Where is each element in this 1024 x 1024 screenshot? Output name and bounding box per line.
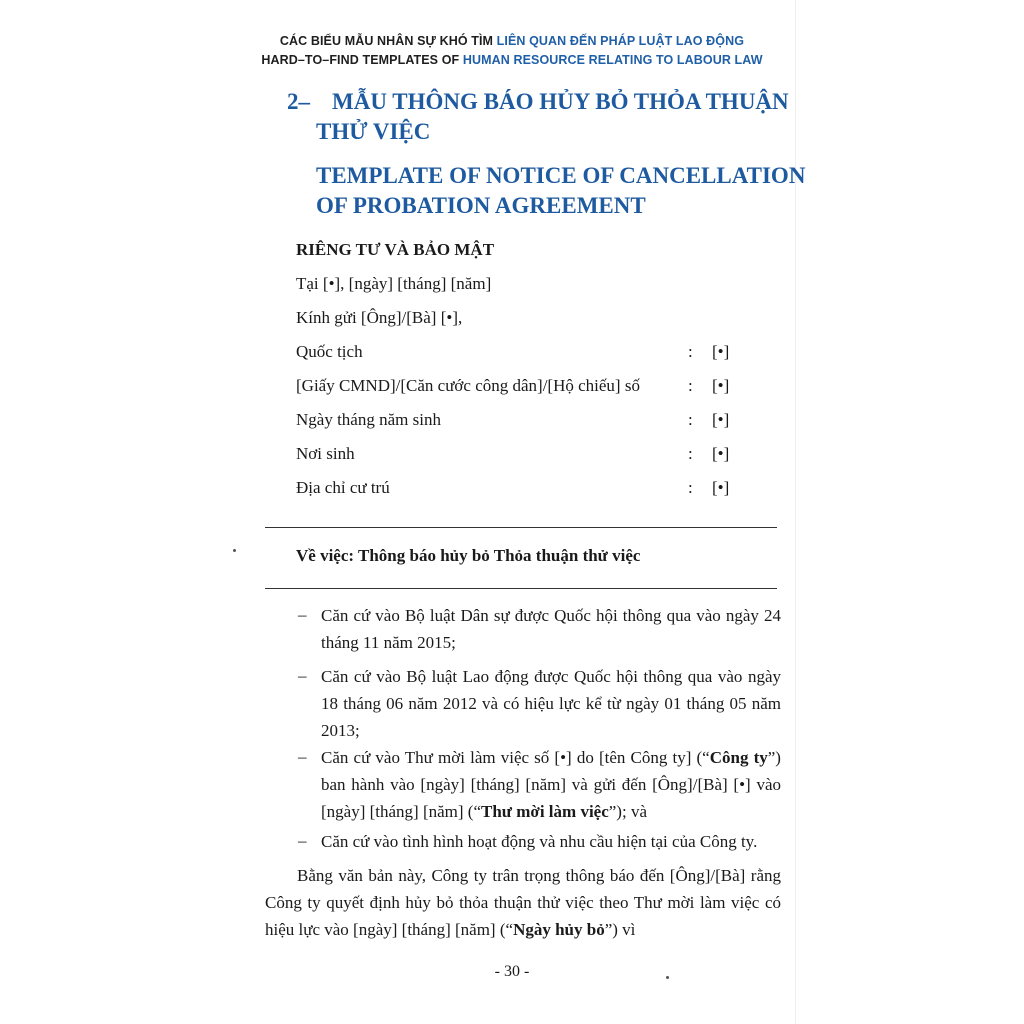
privacy-heading: RIÊNG TƯ VÀ BẢO MẬT — [296, 240, 495, 259]
field-value-birthplace: [•] — [712, 444, 730, 463]
basis-company-needs: Căn cứ vào tình hình hoạt động và nhu cầu hiện tại của Công ty. — [321, 832, 758, 851]
divider-bottom — [265, 588, 777, 589]
basis-labour-code: Căn cứ vào Bộ luật Lao động được Quốc hội thông qua vào ngày 18 tháng 06 năm 2012 và có hiệu lực kể từ ngày 01 tháng 05 năm 2013; — [321, 667, 781, 740]
field-label-address: Địa chỉ cư trú — [296, 478, 390, 497]
field-colon: : — [688, 444, 693, 463]
field-value-id-number: [•] — [712, 376, 730, 395]
page-edge — [795, 0, 796, 1024]
field-label-birth-date: Ngày tháng năm sinh — [296, 410, 441, 429]
print-speck — [233, 549, 236, 552]
field-value-nationality: [•] — [712, 342, 730, 361]
section-number: 2– — [287, 89, 310, 114]
place-date: Tại [•], [ngày] [tháng] [năm] — [296, 274, 492, 293]
field-label-id-number: [Giấy CMND]/[Căn cước công dân]/[Hộ chiếu] số — [296, 376, 640, 395]
field-value-birth-date: [•] — [712, 410, 730, 429]
title-en-line2: OF PROBATION AGREEMENT — [316, 193, 646, 218]
running-header-en: HARD–TO–FIND TEMPLATES OF HUMAN RESOURCE RELATING TO LABOUR LAW — [261, 53, 763, 67]
bullet-mark: – — [298, 831, 307, 850]
subject-line: Về việc: Thông báo hủy bỏ Thỏa thuận thử việc — [296, 546, 641, 565]
notice-paragraph: Bằng văn bản này, Công ty trân trọng thông báo đến [Ông]/[Bà] rằng Công ty quyết định hủy bỏ thỏa thuận thử việc theo Thư mời làm việc có hiệu lực vào [ngày] [tháng] [năm] (“Ngày hủy bỏ”) vì — [265, 866, 781, 939]
field-colon: : — [688, 342, 693, 361]
print-speck — [666, 976, 669, 979]
title-en-line1: TEMPLATE OF NOTICE OF CANCELLATION — [316, 163, 806, 188]
page-number: - 30 - — [494, 963, 530, 980]
divider-top — [265, 527, 777, 528]
field-colon: : — [688, 376, 693, 395]
bullet-mark: – — [298, 747, 307, 766]
title-vi-line1: MẪU THÔNG BÁO HỦY BỎ THỎA THUẬN — [332, 89, 789, 114]
salutation: Kính gửi [Ông]/[Bà] [•], — [296, 308, 463, 327]
field-label-birthplace: Nơi sinh — [296, 444, 355, 463]
field-value-address: [•] — [712, 478, 730, 497]
field-colon: : — [688, 410, 693, 429]
bullet-mark: – — [298, 666, 307, 685]
bullet-mark: – — [298, 605, 307, 624]
title-vi-line2: THỬ VIỆC — [316, 119, 431, 144]
basis-civil-code: Căn cứ vào Bộ luật Dân sự được Quốc hội thông qua vào ngày 24 tháng 11 năm 2015; — [321, 606, 781, 652]
field-label-nationality: Quốc tịch — [296, 342, 363, 361]
running-header-vi: CÁC BIỂU MẪU NHÂN SỰ KHÓ TÌM LIÊN QUAN ĐẾN PHÁP LUẬT LAO ĐỘNG — [279, 34, 745, 48]
basis-offer-letter: Căn cứ vào Thư mời làm việc số [•] do [tên Công ty] (“Công ty”) ban hành vào [ngày] [tháng] [năm] và gửi đến [Ông]/[Bà] [•] vào [ngày] [tháng] [năm] (“Thư mời làm việc”); và — [321, 748, 781, 821]
field-colon: : — [688, 478, 693, 497]
